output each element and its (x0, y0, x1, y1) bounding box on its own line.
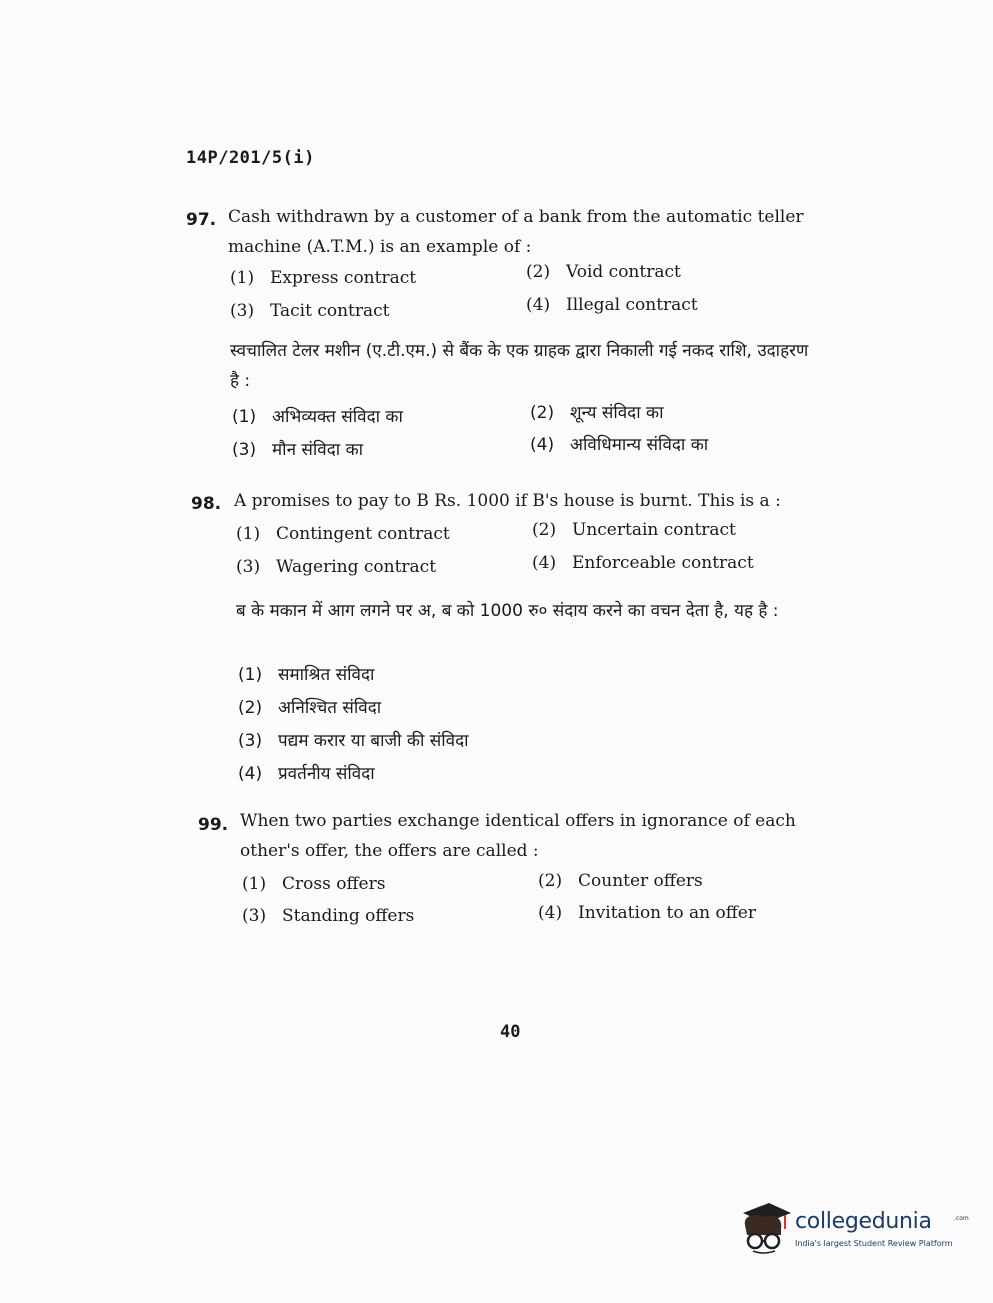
option-number: (1) (236, 524, 261, 544)
option-label: Counter offers (578, 871, 703, 891)
option (538, 871, 703, 891)
option-number: (2) (238, 698, 263, 718)
option-number: (2) (532, 520, 557, 540)
option-hi (238, 662, 374, 685)
logo-brand: collegedunia (795, 1209, 932, 1234)
option-number: (3) (236, 557, 261, 577)
option (236, 524, 450, 544)
question-number: 98. (191, 494, 222, 514)
option-hi (232, 404, 403, 427)
logo-tagline: India's largest Student Review Platform (795, 1239, 953, 1248)
option-number: (3) (238, 731, 263, 751)
question-text-hi: ब के मकान में आग लगने पर अ, ब को 1000 रु० संदाय करने का वचन देता है, यह है : (236, 601, 779, 621)
option-number: (2) (530, 403, 555, 423)
option-hi (238, 761, 375, 784)
question-text-hi: स्वचालित टेलर मशीन (ए.टी.एम.) से बैंक के एक ग्राहक द्वारा निकाली गई नकद राशि, उदाहरण है : (230, 341, 809, 391)
option (532, 520, 736, 540)
option (526, 295, 698, 315)
option-number: (4) (530, 435, 555, 455)
option-label: Express contract (270, 268, 417, 288)
option-label: अविधिमान्य संविदा का (570, 435, 709, 455)
option-label: Uncertain contract (572, 520, 736, 540)
student-mascot-icon (735, 1195, 795, 1259)
option (242, 906, 414, 926)
option-number: (1) (230, 268, 255, 288)
option (230, 268, 416, 288)
option-label: Void contract (566, 262, 681, 282)
option (230, 301, 390, 321)
option-label: Illegal contract (566, 295, 698, 315)
logo-domain-suffix: .com (954, 1215, 969, 1222)
option-number: (1) (242, 874, 267, 894)
option-number: (4) (238, 764, 263, 784)
paper-code: 14P/201/5(i) (186, 148, 315, 168)
option (538, 903, 756, 923)
option-label: अनिश्चित संविदा (278, 698, 382, 718)
option-hi (530, 432, 708, 455)
option-hi (232, 437, 363, 460)
option-label: अभिव्यक्त संविदा का (272, 407, 403, 427)
option-label: Cross offers (282, 874, 386, 894)
option-label: Tacit contract (270, 301, 390, 321)
question-number: 97. (186, 210, 217, 230)
question-number: 99. (198, 815, 229, 835)
option-label: प्रवर्तनीय संविदा (278, 764, 375, 784)
option-label: Standing offers (282, 906, 415, 926)
option-hi (238, 728, 469, 751)
option-number: (4) (532, 553, 557, 573)
option (526, 262, 681, 282)
option (242, 874, 385, 894)
option-hi (238, 695, 381, 718)
option-hi (530, 400, 663, 423)
option-label: Contingent contract (276, 524, 450, 544)
option (532, 553, 754, 573)
option-number: (1) (238, 665, 263, 685)
option-label: पद्यम करार या बाजी की संविदा (278, 731, 469, 751)
option-number: (4) (526, 295, 551, 315)
question-text-en: A promises to pay to B Rs. 1000 if B's house is burnt. This is a : (234, 491, 781, 511)
option-number: (4) (538, 903, 563, 923)
option-label: Enforceable contract (572, 553, 754, 573)
collegedunia-logo (735, 1195, 969, 1265)
option-number: (3) (232, 440, 257, 460)
option-label: शून्य संविदा का (570, 403, 664, 423)
option-label: Invitation to an offer (578, 903, 756, 923)
option (236, 557, 436, 577)
option-label: Wagering contract (276, 557, 437, 577)
page-number: 40 (500, 1022, 521, 1042)
question-text-en: Cash withdrawn by a customer of a bank from the automatic teller machine (A.T.M.) is an example of : (228, 207, 804, 257)
option-number: (2) (538, 871, 563, 891)
option-number: (2) (526, 262, 551, 282)
option-number: (1) (232, 407, 257, 427)
option-label: मौन संविदा का (272, 440, 364, 460)
question-text-en: When two parties exchange identical offers in ignorance of each other's offer, the offers are called : (240, 811, 796, 861)
option-label: समाश्रित संविदा (278, 665, 375, 685)
option-number: (3) (230, 301, 255, 321)
option-number: (3) (242, 906, 267, 926)
